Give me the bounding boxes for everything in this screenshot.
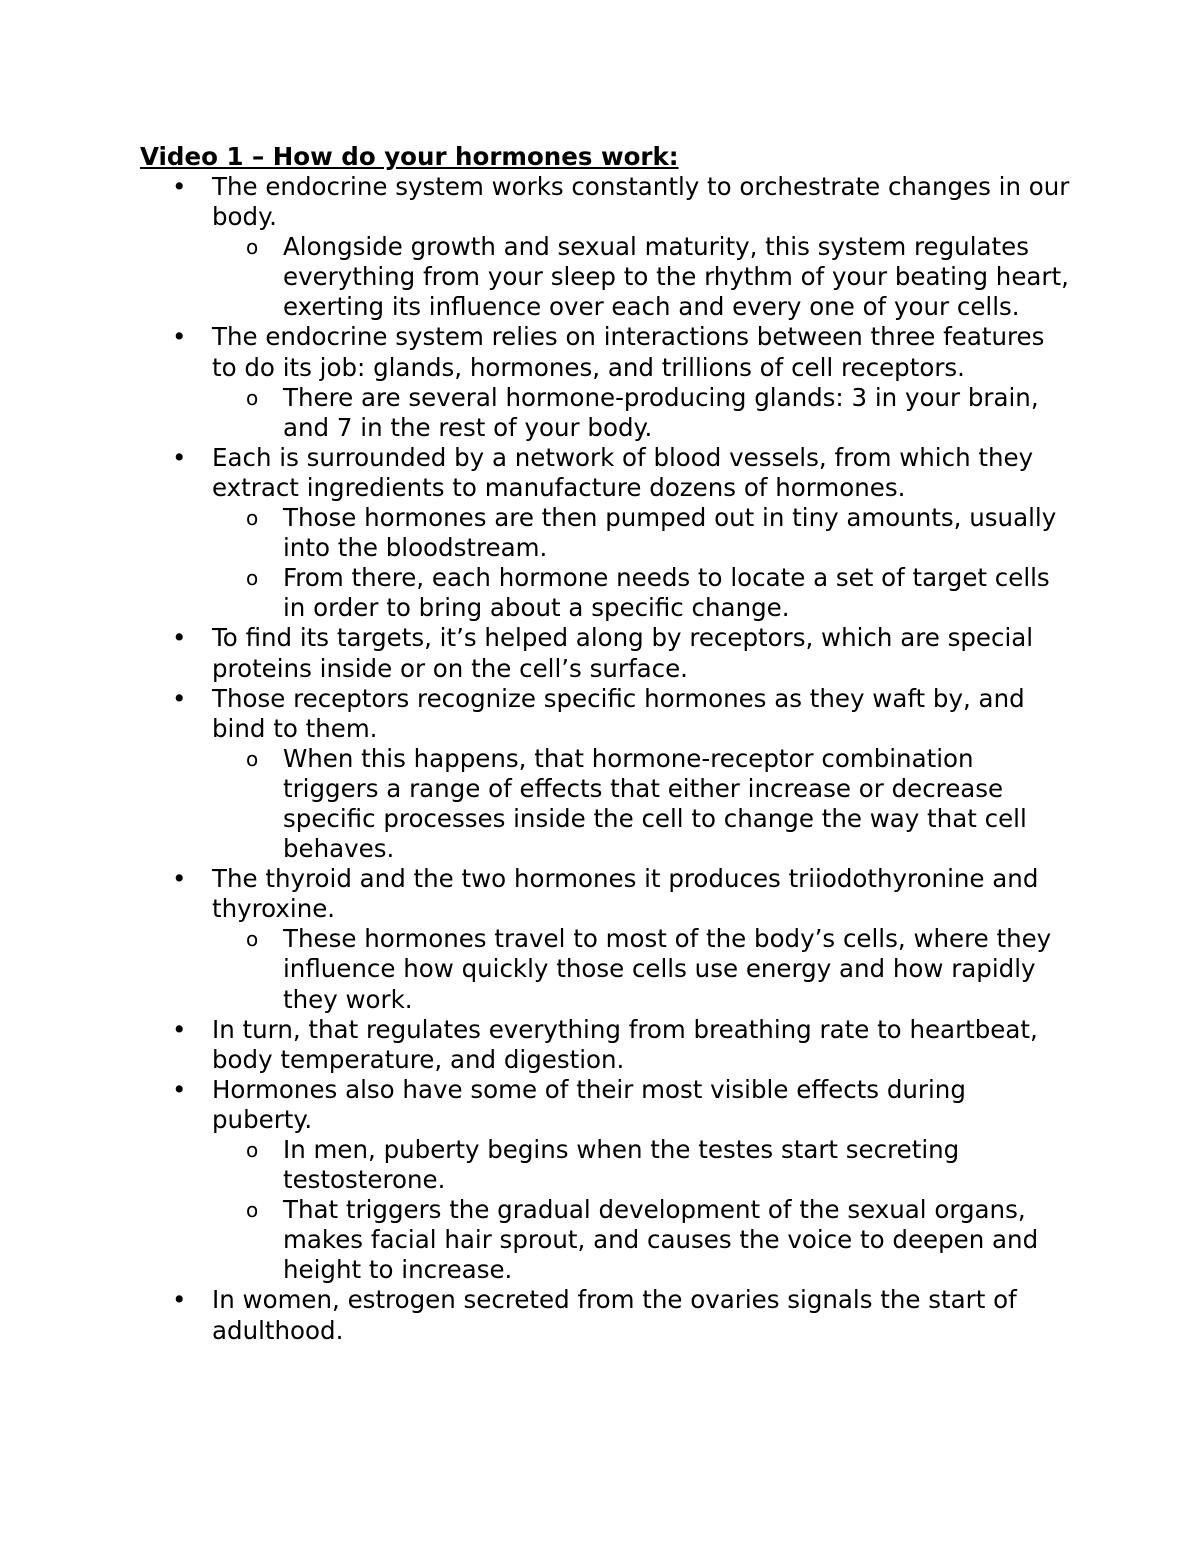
list-item bbox=[140, 1015, 1070, 1075]
sub-list-item bbox=[140, 383, 1070, 443]
list-item bbox=[140, 1075, 1070, 1286]
bullet-icon: • bbox=[172, 623, 187, 653]
list-item bbox=[140, 864, 1070, 1014]
sub-item-text: Alongside growth and sexual maturity, this system regulates everything from your sleep to the rhythm of your beating heart, exerting its influence over each and every one of your cells. bbox=[283, 232, 1069, 322]
sub-item-text: That triggers the gradual development of the sexual organs, makes facial hair sprout, and causes the voice to deepen and height to increase. bbox=[283, 1195, 1039, 1285]
sub-item-text: In men, puberty begins when the testes start secreting testosterone. bbox=[283, 1135, 960, 1195]
sub-bullet-icon: o bbox=[246, 566, 259, 591]
sub-bullet-icon: o bbox=[246, 1198, 259, 1223]
sub-bullet-icon: o bbox=[246, 927, 259, 952]
bullet-icon: • bbox=[172, 1285, 187, 1315]
sub-item-text: Those hormones are then pumped out in tiny amounts, usually into the bloodstream. bbox=[283, 503, 1057, 563]
sub-list bbox=[212, 1135, 1070, 1285]
list-item bbox=[140, 623, 1070, 683]
list-item bbox=[140, 172, 1070, 322]
list-item bbox=[140, 1285, 1070, 1345]
bullet-icon: • bbox=[172, 1074, 187, 1104]
bullet-icon: • bbox=[172, 683, 187, 713]
sub-list bbox=[212, 232, 1070, 322]
bullet-icon: • bbox=[172, 172, 187, 201]
sub-list-item bbox=[140, 744, 1070, 864]
document-page bbox=[140, 142, 1070, 1346]
sub-bullet-icon: o bbox=[246, 1138, 259, 1162]
sub-list-item bbox=[140, 563, 1070, 623]
item-text: Those receptors recognize specific hormones as they waft by, and bind to them. bbox=[212, 683, 1025, 743]
sub-list bbox=[212, 383, 1070, 443]
sub-list-item bbox=[140, 924, 1070, 1014]
sub-item-text: From there, each hormone needs to locate a set of target cells in order to bring about a specific change. bbox=[283, 563, 1050, 623]
sub-list bbox=[212, 744, 1070, 864]
item-text: In turn, that regulates everything from breathing rate to heartbeat, body temperature, and digestion. bbox=[212, 1014, 1038, 1074]
sub-bullet-icon: o bbox=[246, 506, 259, 531]
sub-list-item bbox=[140, 503, 1070, 563]
sub-bullet-icon: o bbox=[246, 385, 259, 410]
list-item bbox=[140, 443, 1070, 624]
bullet-icon: • bbox=[172, 322, 187, 352]
sub-bullet-icon: o bbox=[246, 235, 259, 260]
notes-list bbox=[140, 172, 1070, 1346]
sub-list-item bbox=[140, 1195, 1070, 1285]
item-text: The endocrine system works constantly to orchestrate changes in our body. bbox=[212, 172, 1070, 232]
bullet-icon: • bbox=[172, 1014, 187, 1044]
sub-list bbox=[212, 503, 1070, 623]
sub-list-item bbox=[140, 1135, 1070, 1195]
item-text: The endocrine system relies on interactions between three features to do its job: glands, hormones, and trillions of cell receptors. bbox=[212, 322, 1045, 382]
item-text: Each is surrounded by a network of blood vessels, from which they extract ingredients to manufacture dozens of hormones. bbox=[212, 442, 1034, 502]
sub-bullet-icon: o bbox=[246, 746, 259, 771]
list-item bbox=[140, 322, 1070, 442]
bullet-icon: • bbox=[172, 864, 187, 894]
item-text: Hormones also have some of their most visible effects during puberty. bbox=[212, 1074, 966, 1134]
sub-list bbox=[212, 924, 1070, 1014]
item-text: In women, estrogen secreted from the ovaries signals the start of adulthood. bbox=[212, 1285, 1017, 1345]
sub-list-item bbox=[140, 232, 1070, 322]
sub-item-text: These hormones travel to most of the body’s cells, where they influence how quickly those cells use energy and how rapidly they work. bbox=[283, 924, 1052, 1014]
sub-item-text: There are several hormone-producing glands: 3 in your brain, and 7 in the rest of your body. bbox=[283, 382, 1039, 442]
item-text: To find its targets, it’s helped along by receptors, which are special proteins inside or on the cell’s surface. bbox=[212, 623, 1034, 683]
item-text: The thyroid and the two hormones it produces triiodothyronine and thyroxine. bbox=[212, 864, 1039, 924]
sub-item-text: When this happens, that hormone-receptor combination triggers a range of effects that either increase or decrease specific processes inside the cell to change the way that cell behaves. bbox=[283, 743, 1027, 864]
list-item bbox=[140, 684, 1070, 865]
page-title: Video 1 – How do your hormones work: bbox=[140, 142, 679, 171]
bullet-icon: • bbox=[172, 442, 187, 472]
